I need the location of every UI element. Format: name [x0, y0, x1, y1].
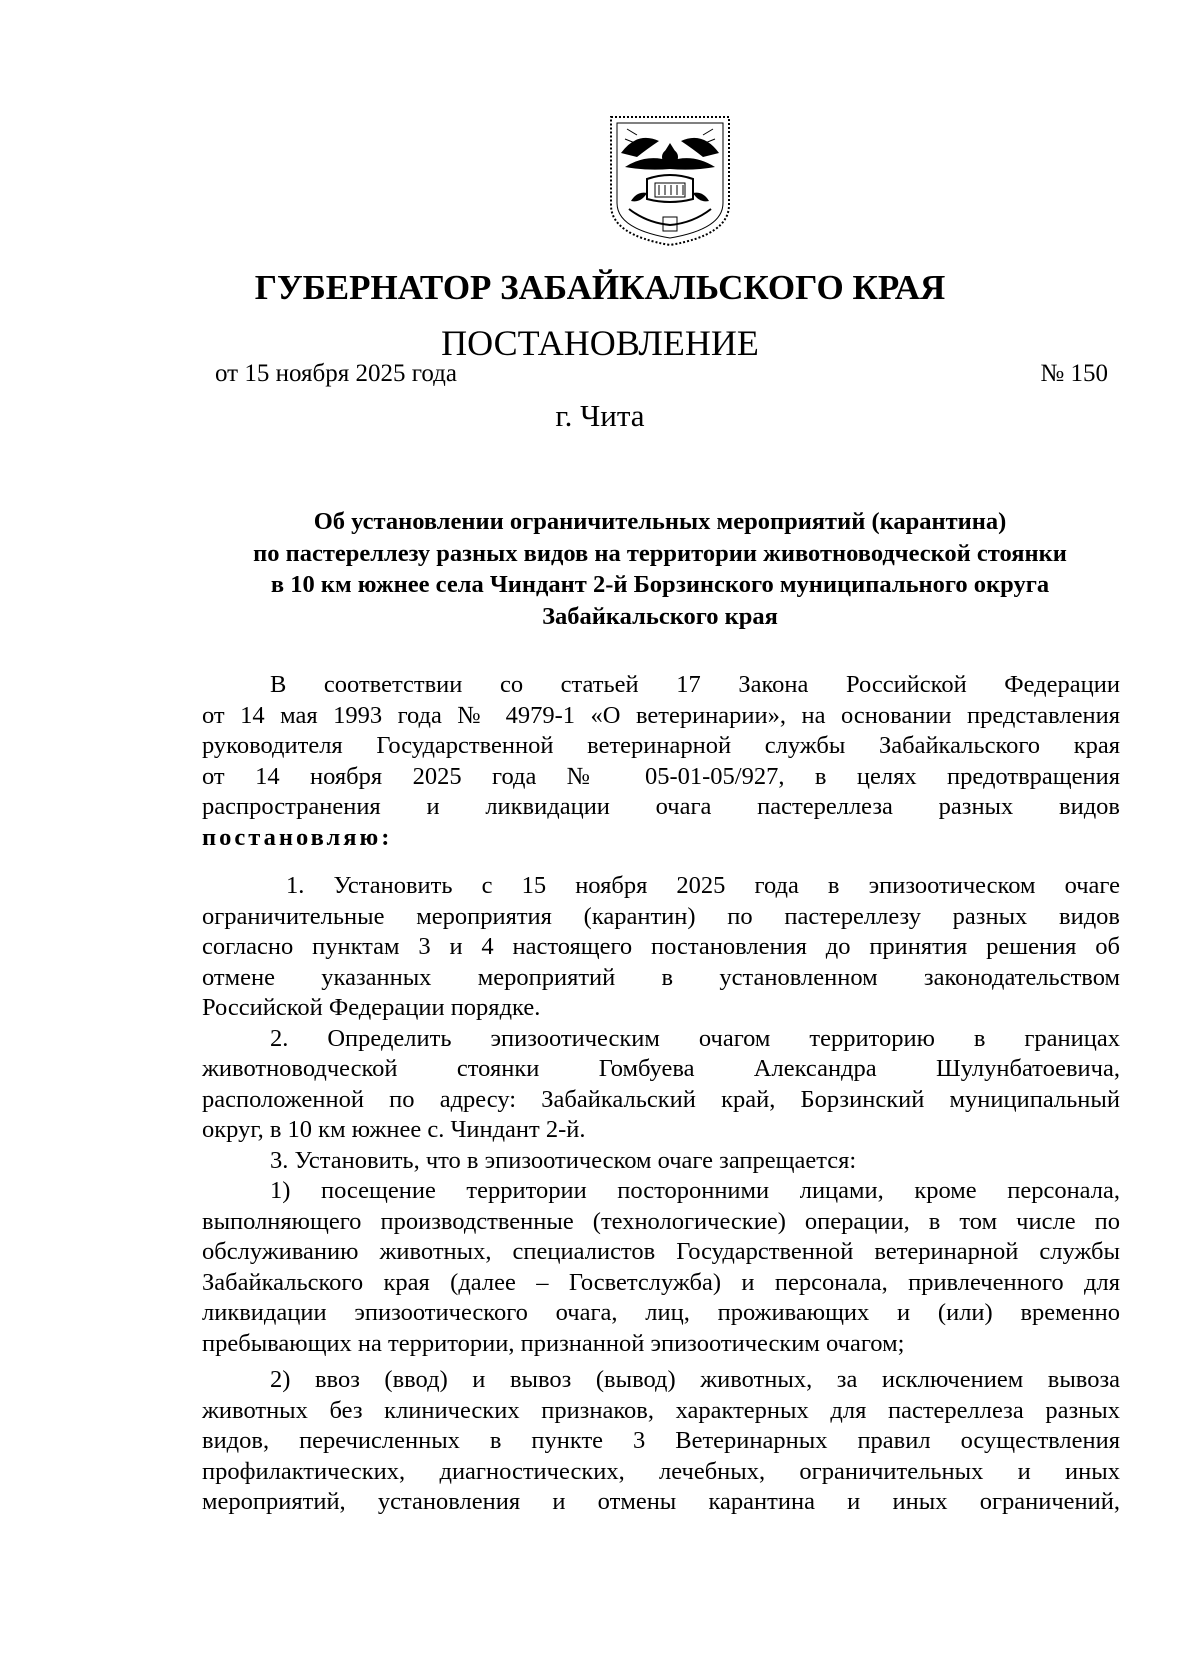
item-1-line: Российской Федерации порядке. [202, 994, 541, 1021]
item-2-line: расположенной по адресу: Забайкальский край, Борзинский муниципальный [202, 1085, 1120, 1113]
subject-line: в 10 км южнее села Чиндант 2-й Борзинского муниципального округа [270, 571, 1050, 598]
item-2-line: 2. Определить эпизоотическим очагом территорию в границах [270, 1024, 1120, 1052]
coat-of-arms-emblem [607, 113, 733, 249]
preamble-line: от 14 ноября 2025 года № 05-01-05/927, в целях предотвращения [202, 762, 1120, 790]
item-3-1-line: обслуживанию животных, специалистов Государственной ветеринарной службы [202, 1238, 1120, 1265]
preamble-line: руководителя Государственной ветеринарной службы Забайкальского края [202, 732, 1120, 759]
item-3-1-line: 1) посещение территории посторонними лицами, кроме персонала, [270, 1177, 1120, 1204]
item-2-line: животноводческой стоянки Гомбуева Александра Шулунбатоевича, [202, 1055, 1120, 1082]
item-3-1-line: ликвидации эпизоотического очага, лиц, проживающих и (или) временно [202, 1299, 1120, 1326]
item-3-2-line: видов, перечисленных в пункте 3 Ветеринарных правил осуществления [202, 1427, 1120, 1454]
preamble-line: распространения и ликвидации очага пастереллеза разных видов [202, 793, 1120, 820]
document-date: от 15 ноября 2025 года [215, 360, 457, 387]
item-3-1-line: Забайкальского края (далее – Госветслужба) и персонала, привлеченного для [202, 1268, 1120, 1296]
item-1-line: 1. Установить с 15 ноября 2025 года в эпизоотическом очаге [286, 872, 1120, 899]
item-3-2-line: мероприятий, установления и отмены карантина и иных ограничений, [202, 1488, 1120, 1515]
subject-line: Забайкальского края [542, 602, 778, 630]
item-3-1-line: пребывающих на территории, признанной эпизоотическим очагом; [202, 1329, 905, 1357]
item-2-line: округ, в 10 км южнее с. Чиндант 2-й. [202, 1116, 586, 1143]
document-subject [200, 506, 1120, 632]
item-3-2-line: животных без клинических признаков, характерных для пастереллеза разных [202, 1396, 1120, 1424]
preamble-line: от 14 мая 1993 года № 4979-1 «О ветеринарии», на основании представления [202, 701, 1120, 729]
preamble-line: В соответствии со статьей 17 Закона Российской Федерации [270, 671, 1120, 698]
document-body [202, 670, 1120, 1518]
document-city: г. Чита [555, 398, 645, 433]
subject-line: по пастереллезу разных видов на территории животноводческой стоянки [253, 539, 1067, 567]
subject-line: Об установлении ограничительных мероприятий (карантина) [313, 508, 1007, 535]
item-1-line: согласно пунктам 3 и 4 настоящего постановления до принятия решения об [202, 933, 1120, 960]
resolve-word: постановляю: [202, 823, 393, 851]
document-number: № 150 [1040, 360, 1108, 387]
item-1-line: отмене указанных мероприятий в установленном законодательством [202, 963, 1120, 991]
item-3-2-line: 2) ввоз (ввод) и вывоз (вывод) животных, за исключением вывоза [270, 1366, 1120, 1393]
issuing-authority: ГУБЕРНАТОР ЗАБАЙКАЛЬСКОГО КРАЯ [254, 268, 946, 307]
item-1-line: ограничительные мероприятия (карантин) по пастереллезу разных видов [202, 902, 1120, 930]
item-3-1-line: выполняющего производственные (технологические) операции, в том числе по [202, 1207, 1120, 1235]
item-3-line: 3. Установить, что в эпизоотическом очаге запрещается: [270, 1146, 857, 1174]
document-type: ПОСТАНОВЛЕНИЕ [441, 323, 759, 363]
item-3-2-line: профилактических, диагностических, лечебных, ограничительных и иных [202, 1457, 1120, 1485]
